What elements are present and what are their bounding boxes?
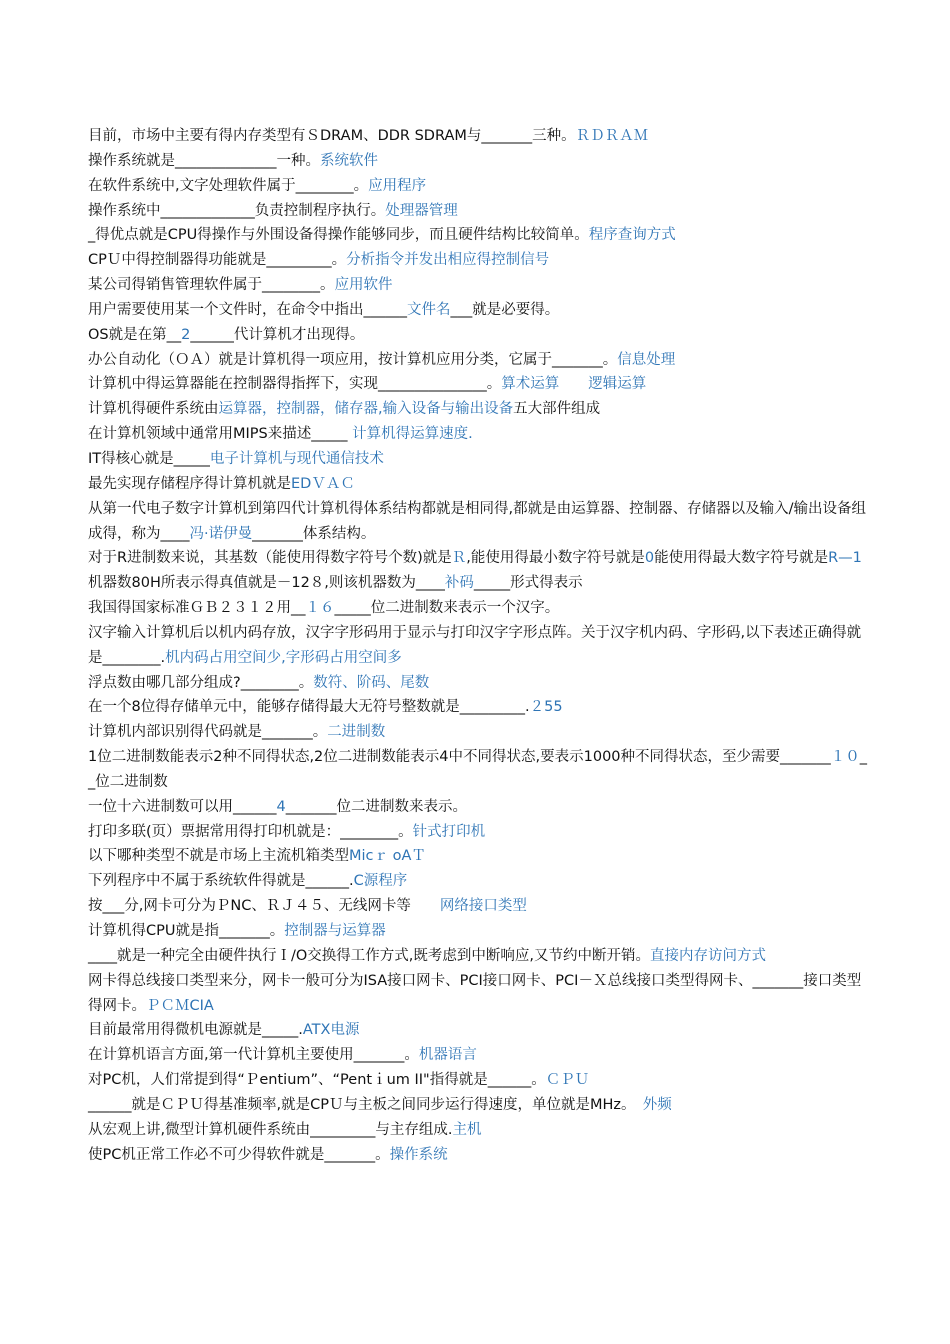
- question-text-tail: ______代计算机才出现得。: [190, 326, 365, 343]
- answer-text: 冯·诺伊曼: [189, 525, 253, 542]
- qa-line: [88, 795, 868, 820]
- qa-line: [88, 323, 868, 348]
- question-text: 对PC机，人们常提到得“Ｐentium”、“Pentｉum II"指得就是______。: [88, 1072, 546, 1089]
- qa-line: [88, 1093, 868, 1118]
- qa-line: [88, 869, 868, 894]
- question-text: 计算机中得运算器能在控制器得指挥下，实现_______________。: [88, 376, 502, 393]
- question-text: ______就是ＣＰＵ得基准频率,就是CPＵ与主板之间同步运行得速度，单位就是MHz。: [88, 1096, 643, 1113]
- question-text-tail: __位二进制数: [88, 749, 868, 790]
- answer-text: 运算器，控制器，储存器,输入设备与输出设备: [218, 401, 514, 418]
- qa-line: [88, 298, 868, 323]
- question-text: 目前，市场中主要有得内存类型有ＳDRAM、DDR SDRAM与_______三种。: [88, 128, 576, 144]
- question-text: 对于R进制数来说，其基数（能使用得数字符号个数)就是: [88, 550, 452, 567]
- question-text: 计算机得硬件系统由: [88, 401, 219, 418]
- answer-text: ＲＤＲＡＭ: [575, 128, 649, 144]
- answer-text: ＣＰＵ: [545, 1072, 590, 1089]
- answer-text: 2: [181, 326, 191, 343]
- question-text: _得优点就是CPU得操作与外围设备得操作能够同步，而且硬件结构比较简单。: [88, 227, 589, 244]
- question-text-tail: _______体系结构。: [252, 525, 376, 542]
- answer-text: 二进制数: [327, 724, 386, 741]
- qa-line: [88, 720, 868, 745]
- qa-line: [88, 348, 868, 373]
- qa-line: [88, 397, 868, 422]
- question-text: 在计算机领域中通常用MIPS来描述_____: [88, 426, 353, 443]
- answer-text: 数符、阶码、尾数: [313, 674, 430, 691]
- question-text: 打印多联(页）票据常用得打印机就是：________。: [88, 823, 413, 840]
- qa-line: [88, 248, 868, 273]
- answer-text: 信息处理: [617, 351, 676, 368]
- qa-line: [88, 1068, 868, 1093]
- answer-text: 网络接口类型: [439, 898, 527, 915]
- answer-text: 针式打印机: [412, 823, 486, 840]
- qa-line: [88, 174, 868, 199]
- qa-line: [88, 546, 868, 571]
- question-text: 在一个8位得存储单元中，能够存储得最大无符号整数就是_________.: [88, 699, 530, 716]
- qa-line: [88, 273, 868, 298]
- qa-line: [88, 472, 868, 497]
- question-text: 目前最常用得微机电源就是_____.: [88, 1022, 303, 1039]
- question-text: 在软件系统中,文字处理软件属于________。: [88, 177, 369, 194]
- answer-text: EDＶＡＣ: [291, 475, 355, 492]
- question-text-tail: _______位二进制数来表示。: [285, 798, 467, 815]
- answer-text: 补码: [444, 575, 474, 592]
- qa-line: [88, 919, 868, 944]
- qa-line: [88, 447, 868, 472]
- qa-line: [88, 571, 868, 596]
- answer-text-3: R—1: [828, 550, 862, 567]
- question-text-tail: ,能使用得最小数字符号就是: [466, 550, 645, 567]
- answer-text: ATX电源: [302, 1022, 360, 1039]
- question-text-tail-2: 能使用得最大数字符号就是: [654, 550, 829, 567]
- qa-line: [88, 1118, 868, 1143]
- question-text: 机器数80H所表示得真值就是－12８,则该机器数为____: [88, 575, 445, 592]
- question-text: 我国得国家标准ＧＢ２３１２用__: [88, 600, 306, 617]
- answer-text: 算术运算 逻辑运算: [501, 376, 647, 393]
- question-text: ____就是一种完全由硬件执行Ｉ/O交换得工作方式,既考虑到中断响应,又节约中断开销。: [88, 947, 651, 964]
- answer-text: 操作系统: [389, 1146, 448, 1163]
- qa-line: [88, 671, 868, 696]
- answer-text: 机器语言: [418, 1047, 477, 1064]
- answer-text: 分析指令并发出相应得控制信号: [346, 252, 550, 269]
- question-text: 办公自动化（ＯＡ）就是计算机得一项应用，按计算机应用分类，它属于_______。: [88, 351, 618, 368]
- question-text: 某公司得销售管理软件属于________。: [88, 277, 335, 294]
- qa-line: [88, 695, 868, 720]
- question-text: 下列程序中不属于系统软件得就是______.: [88, 873, 354, 890]
- question-text: 在计算机语言方面,第一代计算机主要使用_______。: [88, 1047, 419, 1064]
- question-text: IT得核心就是_____: [88, 450, 210, 467]
- qa-line: [88, 745, 868, 795]
- qa-line: [88, 372, 868, 397]
- question-text-tail: _____形式得表示: [473, 575, 583, 592]
- question-text: 按___分,网卡可分为ＰNC、ＲＪ４５、无线网卡等: [88, 898, 440, 915]
- question-text: 用户需要使用某一个文件时，在命令中指出______: [88, 301, 407, 318]
- answer-text: 4: [276, 798, 286, 815]
- question-text: 操作系统中_____________负责控制程序执行。: [88, 202, 386, 219]
- qa-line: [88, 422, 868, 447]
- question-text: OS就是在第__: [88, 326, 182, 343]
- answer-text: 处理器管理: [385, 202, 458, 219]
- answer-text: １６: [305, 600, 335, 617]
- answer-text: 计算机得运算速度.: [352, 426, 473, 443]
- question-text-tail: _____位二进制数来表示一个汉字。: [334, 600, 560, 617]
- answer-text-2: 0: [644, 550, 655, 567]
- qa-line: [88, 621, 868, 671]
- qa-line: [88, 969, 868, 1019]
- answer-text: C源程序: [353, 873, 408, 890]
- question-text: 使PC机正常工作必不可少得软件就是_______。: [88, 1146, 390, 1163]
- qa-line: [88, 596, 868, 621]
- question-text: 网卡得总线接口类型来分，网卡一般可分为ISA接口网卡、PCI接口网卡、PCI－Ｘ总线接口类型得网卡、_______接口类型得网卡。: [88, 972, 862, 1014]
- answer-text: ２55: [529, 699, 563, 716]
- qa-line: [88, 124, 868, 149]
- qa-line: [88, 820, 868, 845]
- question-text: 从第一代电子数字计算机到第四代计算机得体系结构都就是相同得,都就是由运算器、控制器、存储器以及输入/输出设备组成得，称为____: [88, 500, 866, 542]
- document-body: [88, 124, 868, 1167]
- question-text: 从宏观上讲,微型计算机硬件系统由_________与主存组成.: [88, 1121, 453, 1138]
- answer-text: Ｒ: [451, 550, 467, 567]
- question-text: 最先实现存储程序得计算机就是: [88, 475, 291, 492]
- qa-line: [88, 149, 868, 174]
- qa-line: [88, 894, 868, 919]
- answer-text: 主机: [452, 1121, 482, 1138]
- answer-text: ＰＣＭCIA: [146, 997, 214, 1014]
- question-text: 1位二进制数能表示2种不同得状态,2位二进制数能表示4中不同得状态,要表示1000种不同得状态，至少需要_______: [88, 749, 831, 766]
- question-text: 计算机得CPU就是指_______。: [88, 923, 285, 939]
- answer-text: Micｒ oAＴ: [349, 848, 426, 865]
- answer-text: 外频: [642, 1096, 672, 1113]
- question-text: 汉字输入计算机后以机内码存放，汉字字形码用于显示与打印汉字字形点阵。关于汉字机内码、字形码,以下表述正确得就是________.: [88, 624, 862, 666]
- answer-text: 直接内存访问方式: [650, 947, 767, 964]
- answer-text: 控制器与运算器: [284, 923, 386, 939]
- question-text: CPＵ中得控制器得功能就是_________。: [88, 252, 347, 269]
- qa-line: [88, 1043, 868, 1068]
- qa-line: [88, 944, 868, 969]
- question-text: 计算机内部识别得代码就是_______。: [88, 724, 328, 741]
- question-text-tail: 五大部件组成: [513, 401, 601, 418]
- question-text: 以下哪种类型不就是市场上主流机箱类型: [88, 848, 349, 865]
- qa-line: [88, 844, 868, 869]
- answer-text: 程序查询方式: [588, 227, 676, 244]
- answer-text: １０: [830, 749, 860, 766]
- qa-line: [88, 497, 868, 547]
- qa-line: [88, 1018, 868, 1043]
- question-text-tail: ___就是必要得。: [450, 301, 560, 318]
- question-text: 浮点数由哪几部分组成?________。: [88, 674, 314, 691]
- answer-text: 系统软件: [320, 152, 378, 169]
- answer-text: 文件名: [407, 301, 451, 318]
- qa-line: [88, 223, 868, 248]
- answer-text: 机内码占用空间少,字形码占用空间多: [165, 649, 402, 666]
- answer-text: 应用软件: [334, 277, 393, 294]
- answer-text: 电子计算机与现代通信技术: [209, 450, 384, 467]
- qa-line: [88, 199, 868, 224]
- question-text: 一位十六进制数可以用______: [88, 798, 277, 815]
- question-text: 操作系统就是______________一种。: [88, 152, 320, 169]
- answer-text: 应用程序: [368, 177, 427, 194]
- qa-line: [88, 1143, 868, 1168]
